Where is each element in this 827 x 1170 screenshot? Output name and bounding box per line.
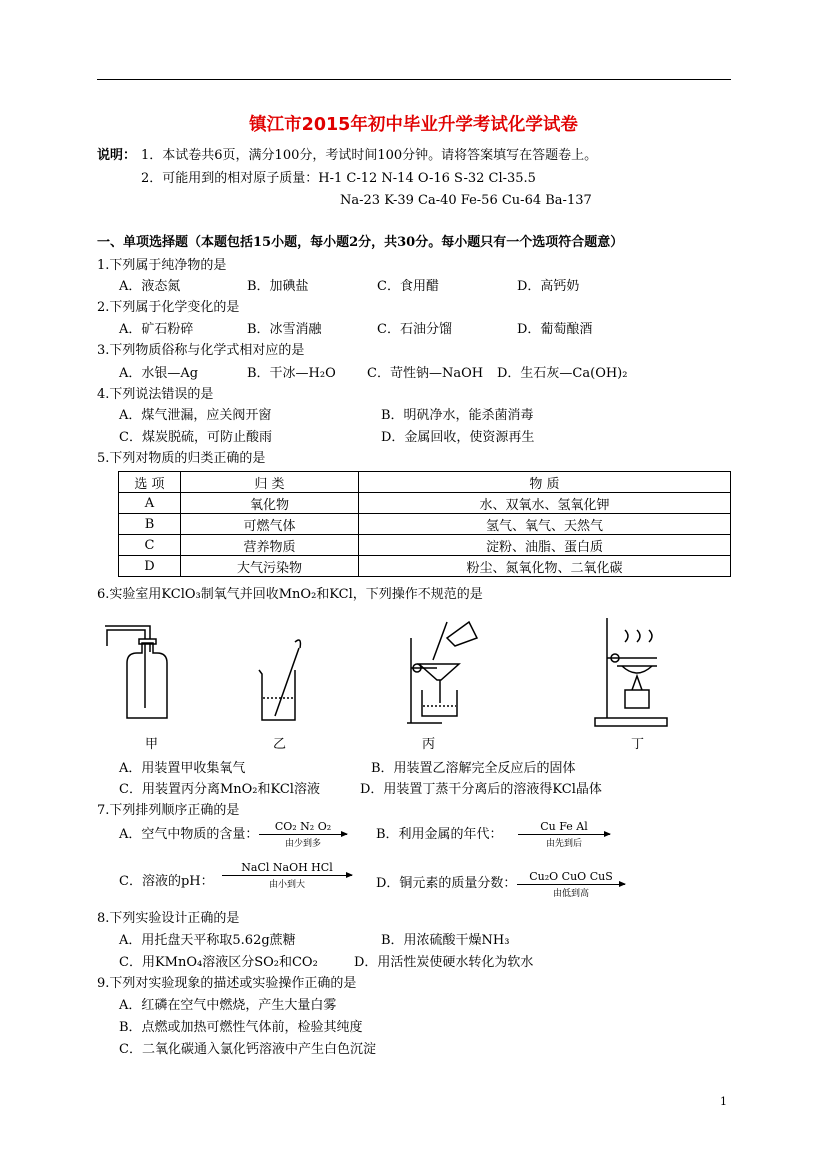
gas-bottle-icon <box>105 626 167 718</box>
table-cell: 淀粉、油脂、蛋白质 <box>359 535 731 556</box>
q7-option-d-sequence <box>517 870 625 899</box>
q2-option-d: D．葡萄酿酒 <box>517 322 593 337</box>
sequence-direction: 由少到多 <box>284 839 321 849</box>
q9-option-a: A．红磷在空气中燃烧，产生大量白雾 <box>119 998 337 1013</box>
q1-option-d: D．高钙奶 <box>517 279 580 294</box>
q2-stem: 2.下列属于化学变化的是 <box>97 300 240 315</box>
label-yi: 乙 <box>273 737 287 752</box>
classification-table <box>118 471 731 577</box>
apparatus-figure <box>97 608 697 758</box>
q1-option-b: B．加碘盐 <box>247 279 309 294</box>
section-heading: 一、单项选择题（本题包括15小题，每小题2分，共30分。每小题只有一个选项符合题意） <box>97 235 624 250</box>
sequence-items: NaCl NaOH HCl <box>241 861 333 874</box>
sequence-items: CO₂ N₂ O₂ <box>274 820 332 833</box>
table-cell: C <box>119 535 181 556</box>
notes-line-2: 2．可能用到的相对原子质量：H-1 C-12 N-14 O-16 S-32 Cl-35.5 <box>141 171 536 186</box>
table-cell: B <box>119 514 181 535</box>
q7-option-b-label: B．利用金属的年代： <box>376 827 503 842</box>
q3-stem: 3.下列物质俗称与化学式相对应的是 <box>97 343 305 358</box>
table-row <box>119 493 731 514</box>
table-cell: A <box>119 493 181 514</box>
q2-option-c: C．石油分馏 <box>377 322 452 337</box>
q1-option-c: C．食用醋 <box>377 279 439 294</box>
filtration-icon <box>407 622 477 723</box>
q1-stem: 1.下列属于纯净物的是 <box>97 258 227 273</box>
q7-option-a-sequence <box>259 820 347 849</box>
q3-option-a: A．水银—Ag <box>119 366 199 381</box>
q4-stem: 4.下列说法错误的是 <box>97 387 214 402</box>
beaker-stir-icon <box>259 640 300 720</box>
q5-stem: 5.下列对物质的归类正确的是 <box>97 451 266 466</box>
arrow-icon <box>259 834 347 835</box>
q4-option-a: A．煤气泄漏，应关阀开窗 <box>119 408 272 423</box>
q7-option-c-sequence <box>222 861 352 890</box>
table-cell: 氧化物 <box>181 493 359 514</box>
table-row <box>119 514 731 535</box>
q4-option-b: B．明矾净水，能杀菌消毒 <box>381 408 534 423</box>
header-rule <box>97 79 731 80</box>
table-cell: 大气污染物 <box>181 556 359 577</box>
q9-stem: 9.下列对实验现象的描述或实验操作正确的是 <box>97 976 357 991</box>
q8-option-a: A．用托盘天平称取5.62g蔗糖 <box>119 933 296 948</box>
label-bing: 丙 <box>422 737 436 752</box>
q6-option-c: C．用装置丙分离MnO₂和KCl溶液 <box>119 782 320 797</box>
table-header-cell: 选 项 <box>119 472 181 493</box>
sequence-direction: 由先到后 <box>545 839 582 849</box>
table-cell: 可燃气体 <box>181 514 359 535</box>
table-header-cell: 物 质 <box>359 472 731 493</box>
q8-stem: 8.下列实验设计正确的是 <box>97 911 240 926</box>
q3-option-b: B．干冰—H₂O <box>247 366 336 381</box>
page-number: 1 <box>720 1095 727 1108</box>
notes-label: 说明： <box>97 148 137 163</box>
sequence-items: Cu₂O CuO CuS <box>529 870 613 883</box>
q7-option-b-sequence <box>518 820 610 849</box>
evaporation-icon <box>595 618 667 726</box>
table-cell: 粉尘、氮氧化物、二氧化碳 <box>359 556 731 577</box>
notes-line-3: Na-23 K-39 Ca-40 Fe-56 Cu-64 Ba-137 <box>340 193 592 208</box>
q8-option-d: D．用活性炭使硬水转化为软水 <box>354 955 534 970</box>
q2-option-a: A．矿石粉碎 <box>119 322 194 337</box>
arrow-icon <box>517 884 625 885</box>
q4-option-d: D．金属回收，使资源再生 <box>381 430 535 445</box>
table-cell: D <box>119 556 181 577</box>
table-header-row <box>119 472 731 493</box>
table-cell: 水、双氧水、氢氧化钾 <box>359 493 731 514</box>
q8-option-b: B．用浓硫酸干燥NH₃ <box>381 933 510 948</box>
q7-option-c-label: C．溶液的pH： <box>119 874 214 889</box>
q1-option-a: A．液态氮 <box>119 279 181 294</box>
q8-option-c: C．用KMnO₄溶液区分SO₂和CO₂ <box>119 955 318 970</box>
sequence-direction: 由低到高 <box>552 889 589 899</box>
label-ding: 丁 <box>631 737 645 752</box>
arrow-icon <box>518 834 610 835</box>
q9-option-b: B．点燃或加热可燃性气体前，检验其纯度 <box>119 1020 363 1035</box>
label-jia: 甲 <box>145 737 159 752</box>
table-row <box>119 535 731 556</box>
table-cell: 营养物质 <box>181 535 359 556</box>
q3-option-c: C．苛性钠—NaOH <box>367 366 484 381</box>
q7-option-a-label: A．空气中物质的含量： <box>119 827 259 842</box>
q6-option-d: D．用装置丁蒸干分离后的溶液得KCl晶体 <box>360 782 602 797</box>
q6-stem: 6.实验室用KClO₃制氧气并回收MnO₂和KCl，下列操作不规范的是 <box>97 587 483 602</box>
notes-line-1: 1．本试卷共6页，满分100分，考试时间100分钟。请将答案填写在答题卷上。 <box>141 148 598 163</box>
q2-option-b: B．冰雪消融 <box>247 322 322 337</box>
q6-option-b: B．用装置乙溶解完全反应后的固体 <box>371 761 576 776</box>
sequence-items: Cu Fe Al <box>540 820 588 833</box>
arrow-icon <box>222 875 352 876</box>
q7-option-d-label: D．铜元素的质量分数： <box>376 876 517 891</box>
q6-option-a: A．用装置甲收集氧气 <box>119 761 246 776</box>
table-header-cell: 归 类 <box>181 472 359 493</box>
q3-option-d: D．生石灰—Ca(OH)₂ <box>497 366 628 381</box>
q7-stem: 7.下列排列顺序正确的是 <box>97 803 240 818</box>
q9-option-c: C．二氧化碳通入氯化钙溶液中产生白色沉淀 <box>119 1042 376 1057</box>
table-row <box>119 556 731 577</box>
table-cell: 氢气、氧气、天然气 <box>359 514 731 535</box>
exam-title: 镇江市2015年初中毕业升学考试化学试卷 <box>249 115 578 135</box>
q4-option-c: C．煤炭脱硫，可防止酸雨 <box>119 430 272 445</box>
sequence-direction: 由小到大 <box>268 880 305 890</box>
